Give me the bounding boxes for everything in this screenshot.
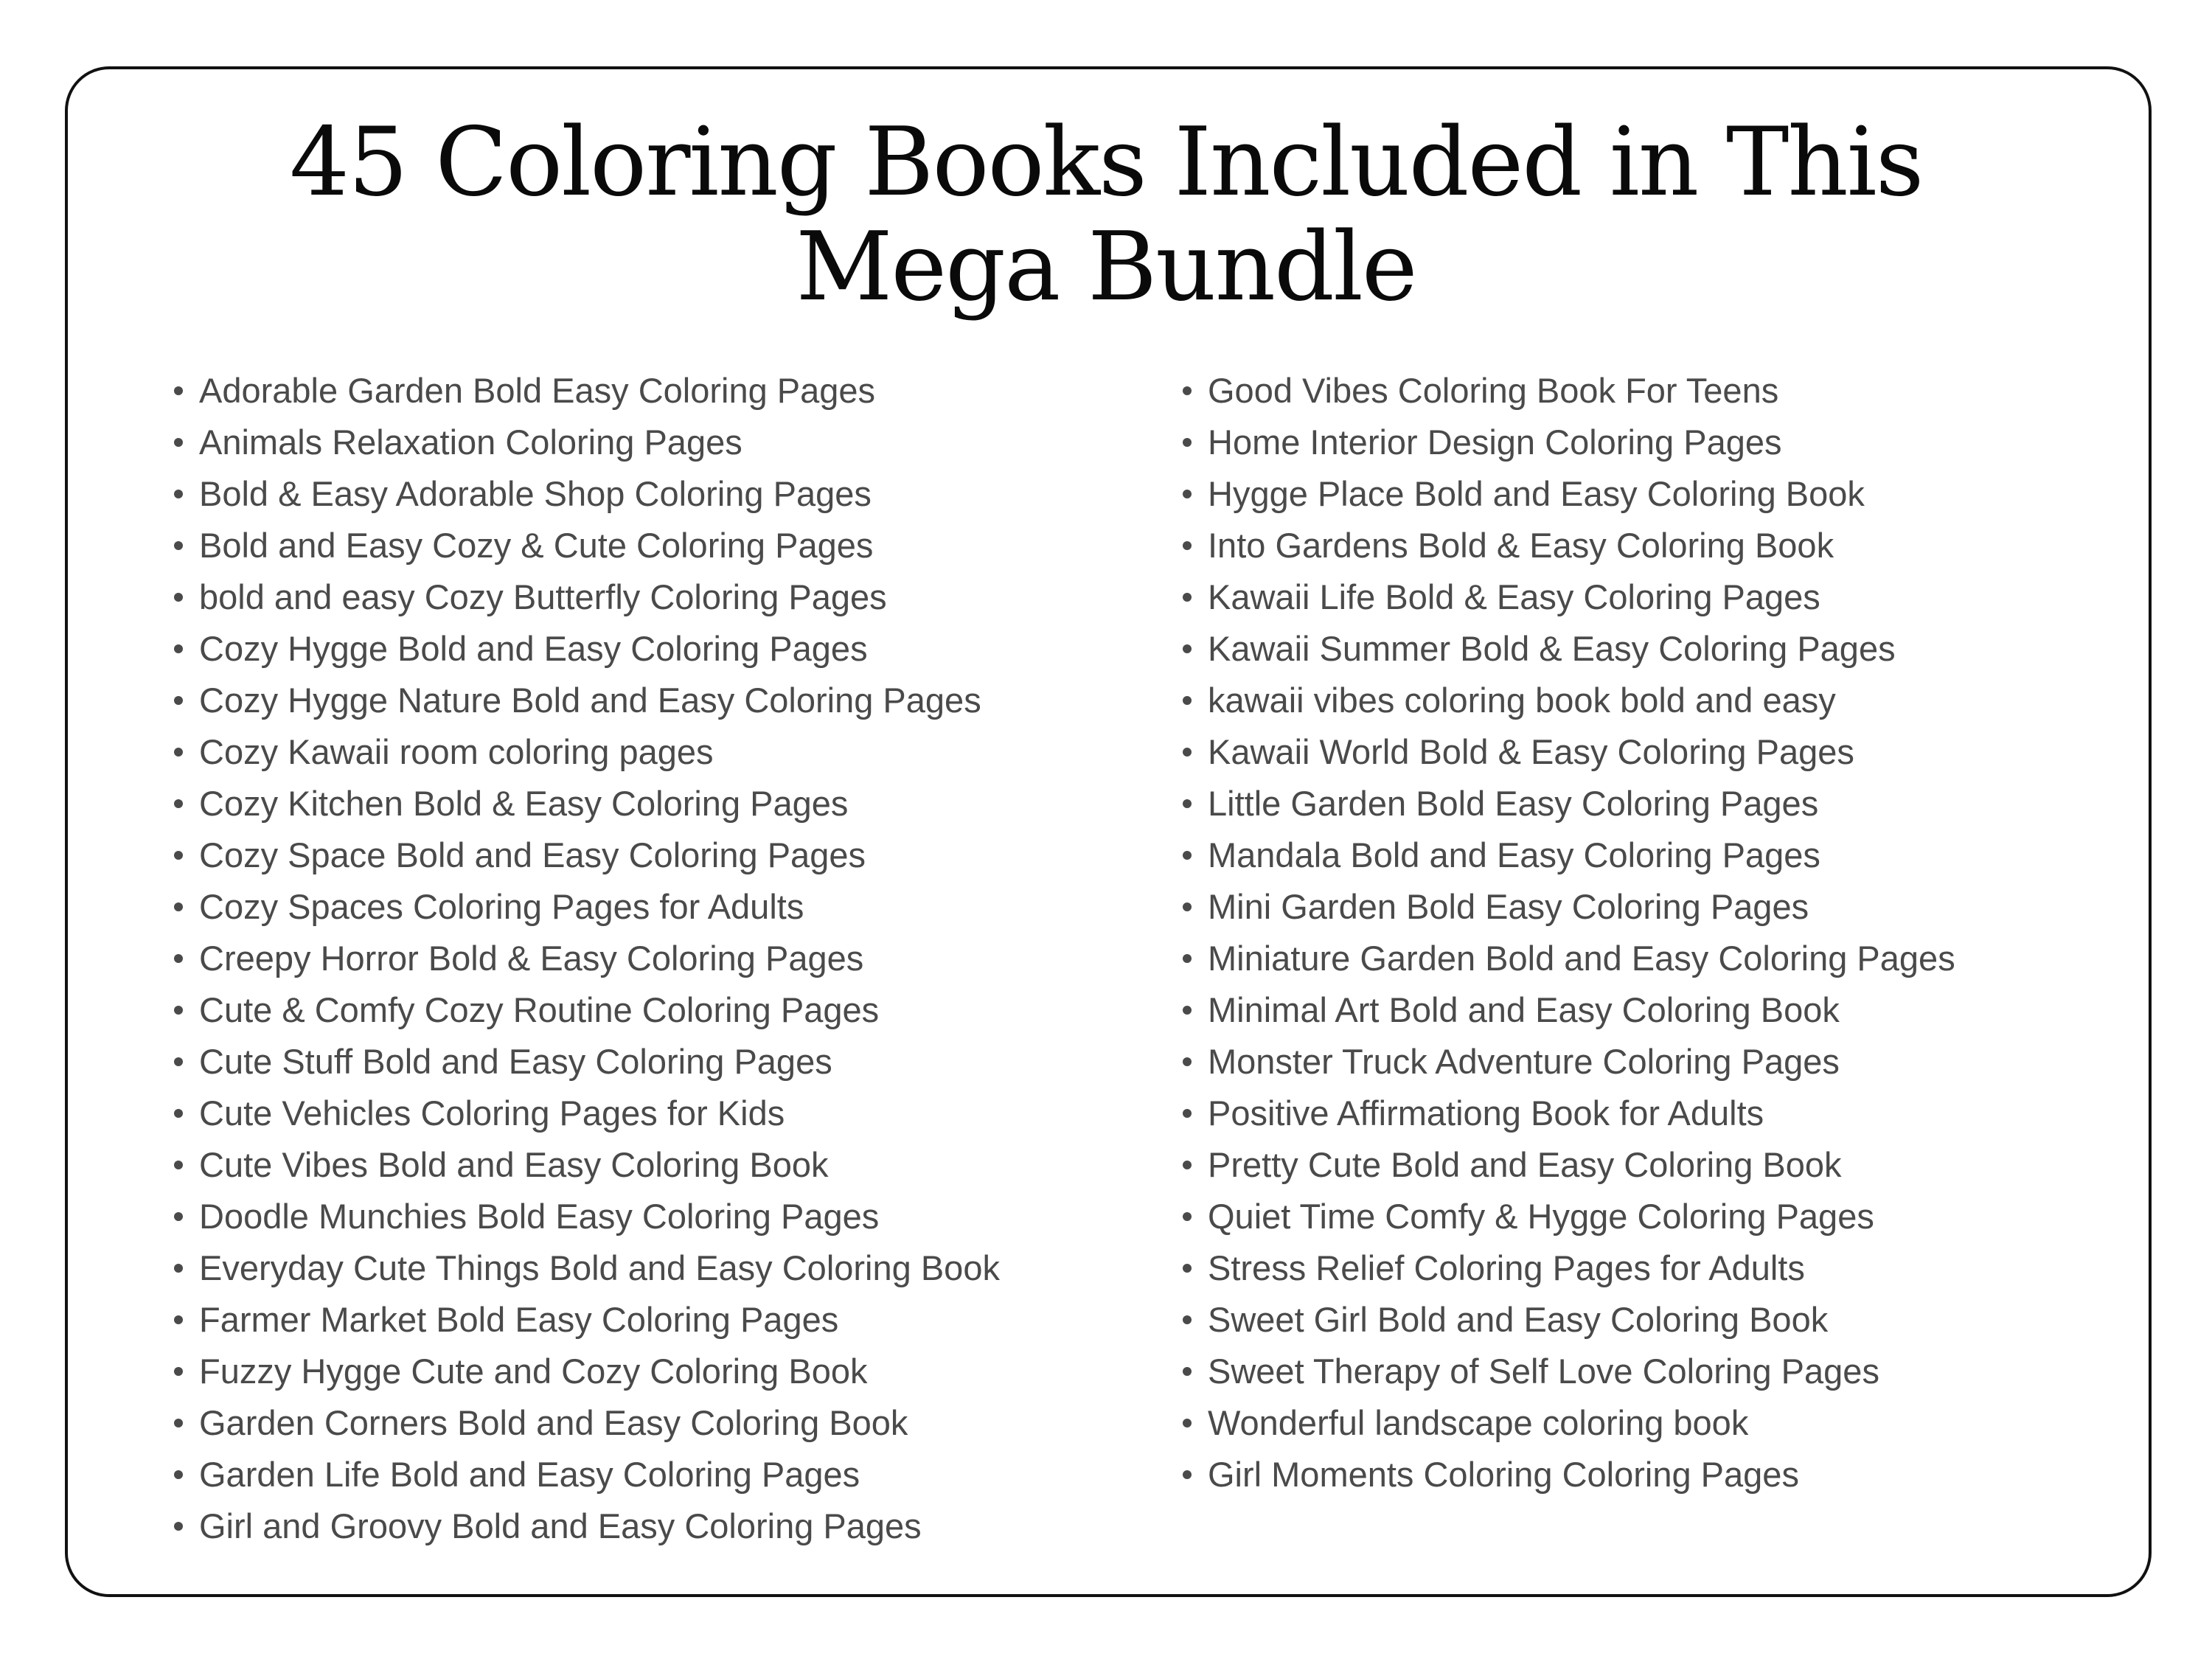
list-item [174, 1088, 1000, 1139]
list-item [1183, 1036, 1955, 1088]
list-item-label: Garden Life Bold and Easy Coloring Pages [199, 1455, 860, 1494]
bullet-icon [1183, 1161, 1192, 1169]
list-item [1183, 933, 1955, 984]
list-item-label: Miniature Garden Bold and Easy Coloring Pages [1208, 939, 1955, 978]
list-item [174, 468, 1000, 520]
list-item [174, 1139, 1000, 1191]
list-item-label: Cute Vehicles Coloring Pages for Kids [199, 1093, 785, 1133]
bullet-icon [1183, 902, 1192, 911]
list-item [1183, 778, 1955, 830]
list-item [174, 830, 1000, 881]
list-item [174, 1500, 1000, 1552]
list-item [1183, 417, 1955, 468]
list-item [1183, 571, 1955, 623]
list-item-label: Cozy Kawaii room coloring pages [199, 732, 714, 771]
bullet-icon [1183, 1006, 1192, 1015]
list-item [1183, 984, 1955, 1036]
bullet-icon [1183, 954, 1192, 963]
bullet-icon [174, 748, 183, 757]
list-item [1183, 520, 1955, 571]
bullet-icon [174, 490, 183, 498]
bullet-icon [174, 1264, 183, 1273]
bullet-icon [174, 1109, 183, 1118]
list-item [1183, 675, 1955, 726]
list-item [1183, 468, 1955, 520]
list-item [174, 984, 1000, 1036]
list-item-label: Cozy Hygge Bold and Easy Coloring Pages [199, 629, 868, 668]
list-item-label: Stress Relief Coloring Pages for Adults [1208, 1248, 1805, 1287]
list-item-label: Cute Stuff Bold and Easy Coloring Pages [199, 1042, 832, 1081]
list-item [1183, 1088, 1955, 1139]
bullet-icon [174, 438, 183, 447]
list-item-label: Wonderful landscape coloring book [1208, 1403, 1749, 1442]
bullet-icon [1183, 1057, 1192, 1066]
page-title [0, 108, 2212, 322]
bullet-icon [174, 593, 183, 602]
list-item-label: Doodle Munchies Bold Easy Coloring Pages [199, 1197, 880, 1236]
bullet-icon [174, 644, 183, 653]
list-item [174, 1294, 1000, 1346]
list-item [1183, 726, 1955, 778]
bullet-icon [1183, 1470, 1192, 1479]
list-item-label: Sweet Therapy of Self Love Coloring Pages [1208, 1352, 1879, 1391]
bullet-icon [174, 696, 183, 705]
list-item [174, 571, 1000, 623]
list-item [1183, 623, 1955, 675]
list-item [1183, 881, 1955, 933]
list-item [174, 778, 1000, 830]
list-item-label: Monster Truck Adventure Coloring Pages [1208, 1042, 1840, 1081]
list-item-label: Hygge Place Bold and Easy Coloring Book [1208, 474, 1865, 513]
list-item [1183, 1139, 1955, 1191]
bullet-icon [1183, 1315, 1192, 1324]
list-item-label: Girl and Groovy Bold and Easy Coloring Pages [199, 1506, 922, 1545]
list-item-label: bold and easy Cozy Butterfly Coloring Pages [199, 577, 887, 616]
list-item [174, 1397, 1000, 1449]
list-item-label: Animals Relaxation Coloring Pages [199, 422, 742, 462]
bullet-icon [174, 1212, 183, 1221]
list-item-label: Adorable Garden Bold Easy Coloring Pages [199, 371, 876, 410]
list-item [174, 520, 1000, 571]
list-item-label: Sweet Girl Bold and Easy Coloring Book [1208, 1300, 1829, 1339]
list-item-label: Kawaii Summer Bold & Easy Coloring Pages [1208, 629, 1896, 668]
list-item [174, 1449, 1000, 1500]
bullet-icon [1183, 1109, 1192, 1118]
list-item-label: Cozy Spaces Coloring Pages for Adults [199, 887, 804, 926]
list-item-label: Minimal Art Bold and Easy Coloring Book [1208, 990, 1840, 1029]
list-item-label: Kawaii World Bold & Easy Coloring Pages [1208, 732, 1854, 771]
bullet-icon [174, 1367, 183, 1376]
bullet-icon [1183, 1212, 1192, 1221]
list-item [174, 933, 1000, 984]
list-item-label: kawaii vibes coloring book bold and easy [1208, 681, 1836, 720]
list-item [174, 726, 1000, 778]
list-item-label: Cute & Comfy Cozy Routine Coloring Pages [199, 990, 880, 1029]
list-item [174, 1242, 1000, 1294]
list-item-label: Creepy Horror Bold & Easy Coloring Pages [199, 939, 864, 978]
list-item-label: Garden Corners Bold and Easy Coloring Book [199, 1403, 908, 1442]
bullet-icon [1183, 541, 1192, 550]
list-item-label: Fuzzy Hygge Cute and Cozy Coloring Book [199, 1352, 868, 1391]
list-item [1183, 830, 1955, 881]
bullet-icon [1183, 593, 1192, 602]
list-item-label: Quiet Time Comfy & Hygge Coloring Pages [1208, 1197, 1874, 1236]
bullet-icon [1183, 851, 1192, 860]
list-item-label: Girl Moments Coloring Coloring Pages [1208, 1455, 1799, 1494]
list-item [174, 365, 1000, 417]
list-item-label: Farmer Market Bold Easy Coloring Pages [199, 1300, 839, 1339]
bullet-icon [1183, 386, 1192, 395]
list-item [174, 1346, 1000, 1397]
title-line-1: 45 Coloring Books Included in This [289, 108, 1923, 218]
bullet-icon [174, 799, 183, 808]
bullet-icon [1183, 696, 1192, 705]
list-item [1183, 1449, 1955, 1500]
bullet-icon [174, 1057, 183, 1066]
list-item-label: Cute Vibes Bold and Easy Coloring Book [199, 1145, 829, 1184]
list-item-label: Bold and Easy Cozy & Cute Coloring Pages [199, 526, 874, 565]
list-item [1183, 1397, 1955, 1449]
bullet-icon [174, 386, 183, 395]
list-item [1183, 1242, 1955, 1294]
list-item-label: Mandala Bold and Easy Coloring Pages [1208, 835, 1820, 874]
bullet-icon [174, 1419, 183, 1427]
bullet-icon [174, 1006, 183, 1015]
list-item-label: Little Garden Bold Easy Coloring Pages [1208, 784, 1819, 823]
bullet-icon [174, 1161, 183, 1169]
list-item [174, 1191, 1000, 1242]
list-item-label: Pretty Cute Bold and Easy Coloring Book [1208, 1145, 1842, 1184]
list-item-label: Into Gardens Bold & Easy Coloring Book [1208, 526, 1834, 565]
bullet-icon [1183, 644, 1192, 653]
book-list-right-column [1183, 365, 1955, 1500]
list-item [174, 881, 1000, 933]
bullet-icon [174, 1315, 183, 1324]
list-item-label: Positive Affirmationg Book for Adults [1208, 1093, 1764, 1133]
title-line-2: Mega Bundle [796, 212, 1416, 322]
bullet-icon [174, 902, 183, 911]
bullet-icon [174, 1522, 183, 1531]
bullet-icon [174, 1470, 183, 1479]
list-item [1183, 1346, 1955, 1397]
list-item-label: Bold & Easy Adorable Shop Coloring Pages [199, 474, 872, 513]
list-item [174, 675, 1000, 726]
bullet-icon [174, 851, 183, 860]
list-item [174, 623, 1000, 675]
list-item-label: Cozy Hygge Nature Bold and Easy Coloring Pages [199, 681, 981, 720]
list-item-label: Everyday Cute Things Bold and Easy Coloring Book [199, 1248, 1000, 1287]
bullet-icon [1183, 490, 1192, 498]
list-item-label: Home Interior Design Coloring Pages [1208, 422, 1782, 462]
bullet-icon [174, 954, 183, 963]
list-item [174, 417, 1000, 468]
list-item-label: Good Vibes Coloring Book For Teens [1208, 371, 1779, 410]
bullet-icon [1183, 748, 1192, 757]
list-item [1183, 1191, 1955, 1242]
list-item [174, 1036, 1000, 1088]
book-list-left-column [174, 365, 1000, 1552]
bullet-icon [1183, 1367, 1192, 1376]
bullet-icon [1183, 799, 1192, 808]
bullet-icon [1183, 438, 1192, 447]
list-item [1183, 1294, 1955, 1346]
list-item-label: Mini Garden Bold Easy Coloring Pages [1208, 887, 1809, 926]
list-item [1183, 365, 1955, 417]
list-item-label: Cozy Space Bold and Easy Coloring Pages [199, 835, 866, 874]
bullet-icon [1183, 1419, 1192, 1427]
list-item-label: Cozy Kitchen Bold & Easy Coloring Pages [199, 784, 849, 823]
bullet-icon [1183, 1264, 1192, 1273]
bullet-icon [174, 541, 183, 550]
list-item-label: Kawaii Life Bold & Easy Coloring Pages [1208, 577, 1820, 616]
